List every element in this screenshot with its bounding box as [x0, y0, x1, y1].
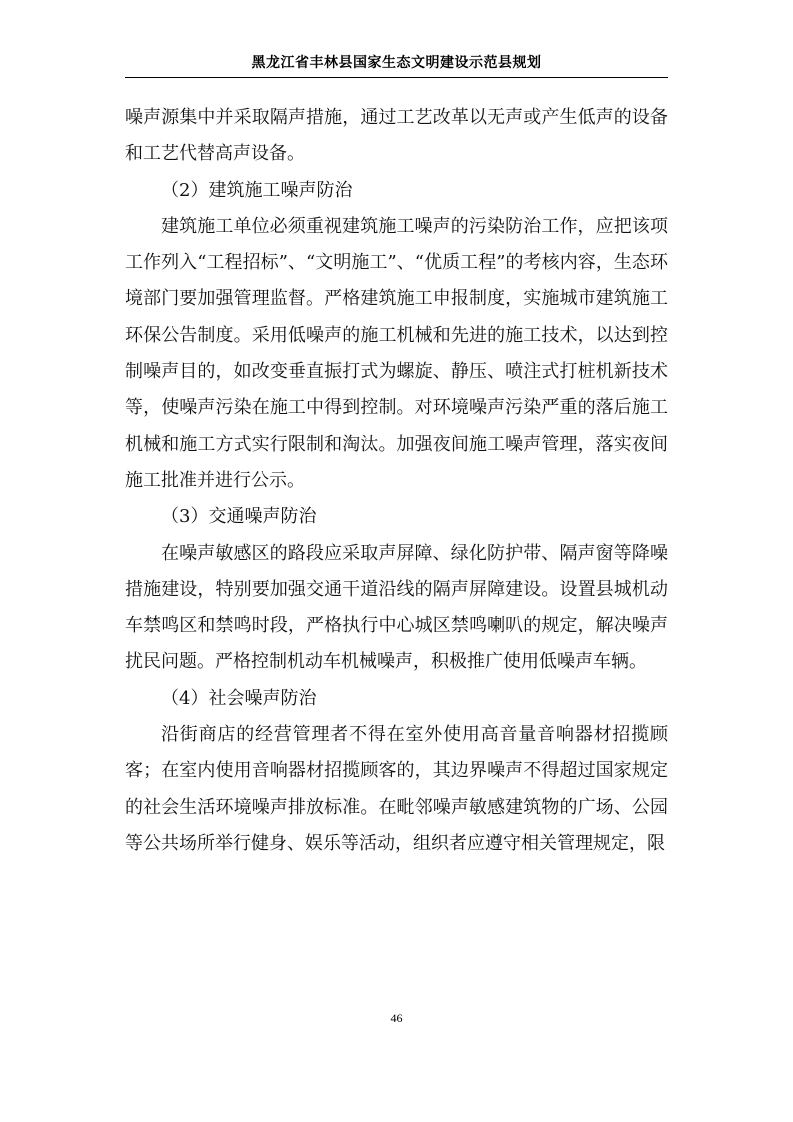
section-heading-construction-noise: （2）建筑施工噪声防治 [161, 179, 353, 201]
header-divider [125, 77, 668, 78]
paragraph-intro-continuation: 噪声源集中并采取隔声措施，通过工艺改革以无声或产生低声的设备和工艺代替高声设备。 [125, 107, 668, 165]
paragraph-traffic-noise: 在噪声敏感区的路段应采取声屏障、绿化防护带、隔声窗等降噪措施建设，特别要加强交通干道沿线的隔声屏障建设。设置县城机动车禁鸣区和禁鸣时段，严格执行中心城区禁鸣喇叭的规定，解决噪声扰民问题。严格控制机动车机械噪声，积极推广使用低噪声车辆。 [125, 542, 668, 673]
section-heading-social-noise: （4）社会噪声防治 [161, 687, 317, 709]
page-header-title: 黑龙江省丰林县国家生态文明建设示范县规划 [251, 55, 542, 71]
document-body [125, 100, 668, 862]
section-heading-traffic-noise: （3）交通噪声防治 [161, 506, 317, 528]
paragraph-social-noise: 沿街商店的经营管理者不得在室外使用高音量音响器材招揽顾客；在室内使用音响器材招揽顾客的，其边界噪声不得超过国家规定的社会生活环境噪声排放标准。在毗邻噪声敏感建筑物的广场、公园等公共场所举行健身、娱乐等活动，组织者应遵守相关管理规定，限 [125, 724, 668, 854]
page-number: 46 [390, 1011, 403, 1025]
paragraph-construction-noise: 建筑施工单位必须重视建筑施工噪声的污染防治工作，应把该项工作列入“工程招标”、“文明施工”、“优质工程”的考核内容，生态环境部门要加强管理监督。严格建筑施工申报制度，实施城市建筑施工环保公告制度。采用低噪声的施工机械和先进的施工技术，以达到控制噪声目的，如改变垂直振打式为螺旋、静压、喷注式打桩机新技术等，使噪声污染在施工中得到控制。对环境噪声污染严重的落后施工机械和施工方式实行限制和淘汰。加强夜间施工噪声管理，落实夜间施工批准并进行公示。 [125, 215, 668, 491]
